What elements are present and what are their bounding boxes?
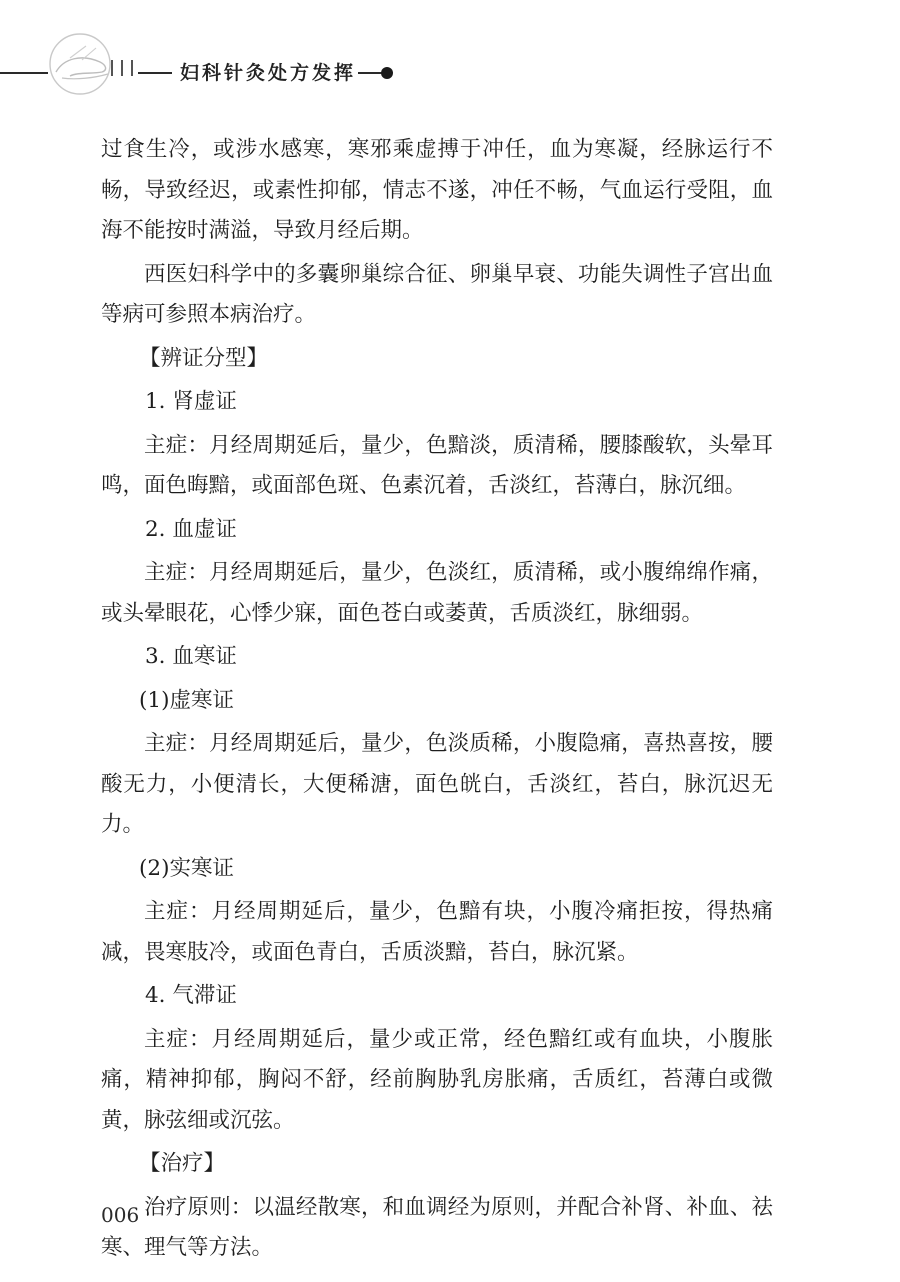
paragraph-qi-stagnation-symptoms: 主症：月经周期延后，量少或正常，经色黯红或有血块，小腹胀痛，精神抑郁，胸闷不舒，经前胸胁乳房胀痛，舌质红，苔薄白或微黄，脉弦细或沉弦。	[101, 1026, 773, 1133]
subheading-qi-stagnation: 4. 气滞证	[145, 983, 237, 1008]
running-header	[0, 0, 900, 110]
section-heading-treatment: 【治疗】	[139, 1151, 226, 1176]
subheading-kidney-deficiency: 1. 肾虚证	[145, 389, 237, 414]
acupuncture-hand-logo-icon	[42, 28, 142, 104]
paragraph-treatment-principle: 治疗原则：以温经散寒，和血调经为原则，并配合补肾、补血、祛寒、理气等方法。	[101, 1194, 773, 1260]
paragraph-excess-cold-symptoms: 主症：月经周期延后，量少，色黯有块，小腹冷痛拒按，得热痛减，畏寒肢冷，或面色青白，舌质淡黯，苔白，脉沉紧。	[101, 899, 773, 965]
header-rule-middle	[138, 72, 172, 74]
paragraph-blood-deficiency-symptoms: 主症：月经周期延后，量少，色淡红，质清稀，或小腹绵绵作痛，或头晕眼花，心悸少寐，面色苍白或萎黄，舌质淡红，脉细弱。	[101, 560, 773, 626]
header-dot	[381, 67, 393, 79]
page-body	[101, 130, 773, 1272]
paragraph-kidney-deficiency-symptoms: 主症：月经周期延后，量少，色黯淡，质清稀，腰膝酸软，头晕耳鸣，面色晦黯，或面部色斑、色素沉着，舌淡红，苔薄白，脉沉细。	[101, 432, 773, 498]
header-rule-left	[0, 72, 48, 74]
section-heading-differentiation: 【辨证分型】	[139, 345, 269, 371]
subheading-blood-deficiency: 2. 血虚证	[145, 516, 237, 542]
page-number: 006	[101, 1203, 140, 1227]
subheading-excess-cold: (2)实寒证	[139, 855, 234, 881]
subheading-deficiency-cold: (1)虚寒证	[139, 687, 234, 713]
book-title: 妇科针灸处方发挥	[180, 62, 357, 84]
paragraph-western-medicine: 西医妇科学中的多囊卵巢综合征、卵巢早衰、功能失调性子宫出血等病可参照本病治疗。	[101, 261, 773, 327]
paragraph-deficiency-cold-symptoms: 主症：月经周期延后，量少，色淡质稀，小腹隐痛，喜热喜按，腰酸无力，小便清长，大便稀溏，面色㿠白，舌淡红，苔白，脉沉迟无力。	[101, 731, 773, 837]
subheading-blood-cold: 3. 血寒证	[145, 644, 237, 669]
paragraph-etiology: 过食生冷，或涉水感寒，寒邪乘虚搏于冲任，血为寒凝，经脉运行不畅，导致经迟，或素性抑郁，情志不遂，冲任不畅，气血运行受阻，血海不能按时满溢，导致月经后期。	[101, 137, 773, 243]
